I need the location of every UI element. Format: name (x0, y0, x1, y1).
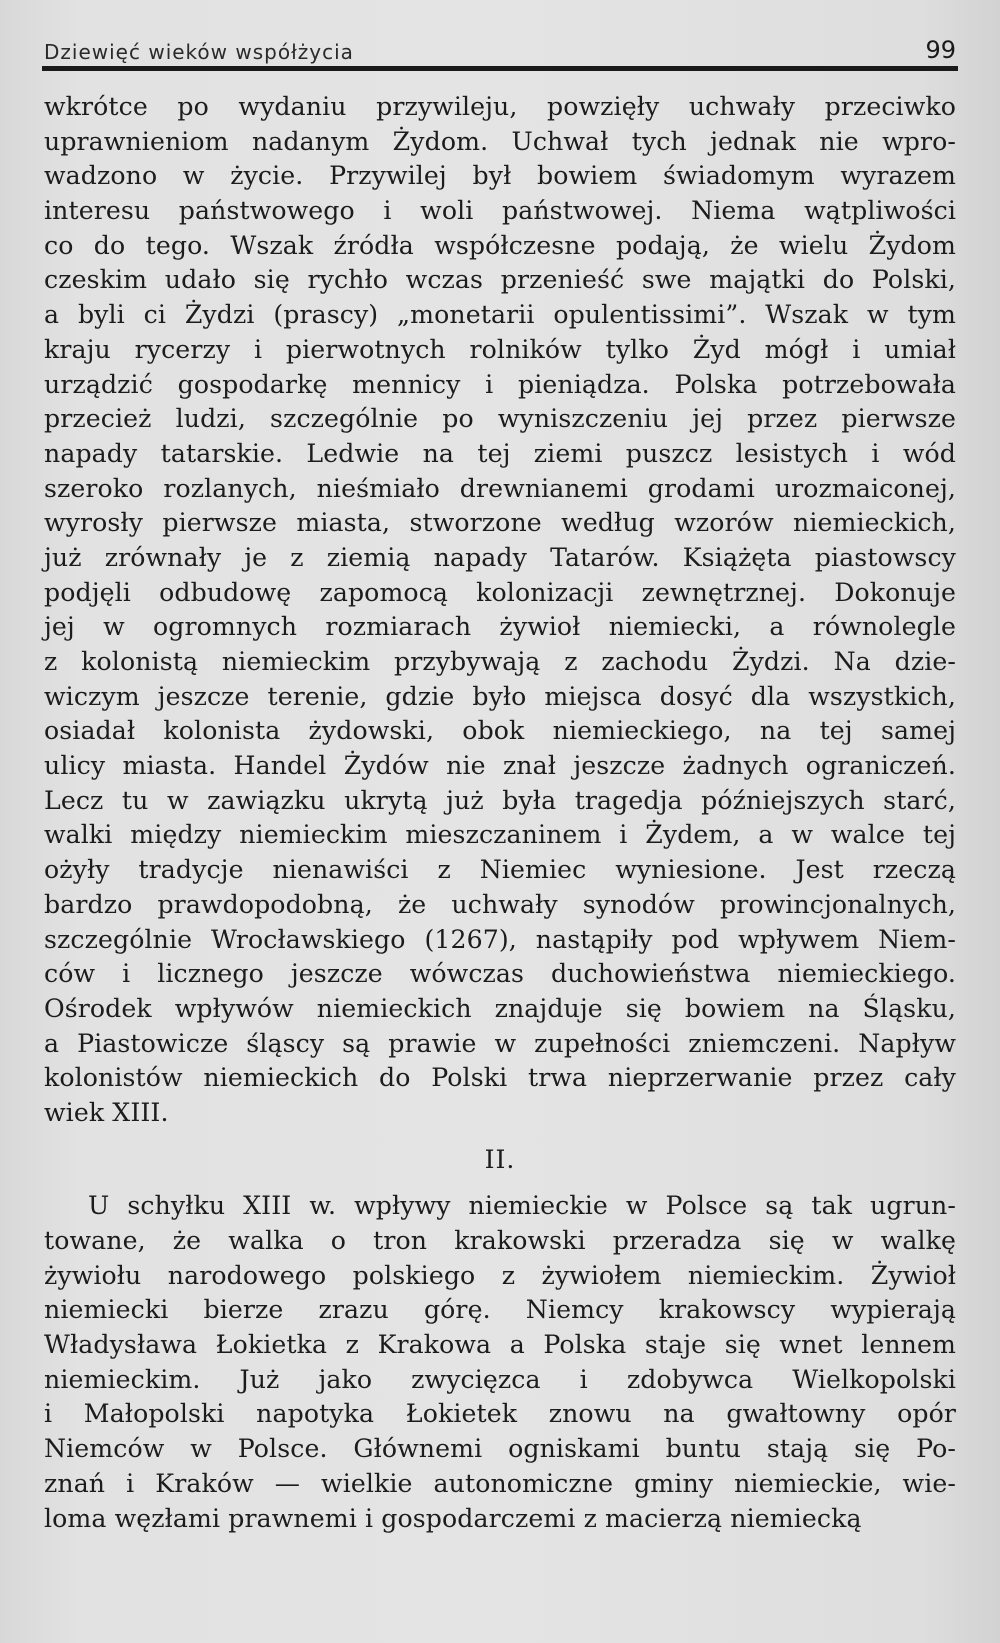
text-line: żywiołu narodowego polskiego z żywiołem niemieckim. Żywioł (44, 1260, 956, 1290)
text-line: a byli ci Żydzi (prascy) „monetarii opulentissimi”. Wszak w tym (44, 300, 956, 330)
text-line: Niemców w Polsce. Głównemi ogniskami buntu stają się Po- (44, 1434, 956, 1464)
text-line: towane, że walka o tron krakowski przeradza się w walkę (44, 1226, 956, 1255)
text-line: uprawnieniom nadanym Żydom. Uchwał tych jednak nie wpro- (44, 126, 956, 156)
header-rule (42, 66, 958, 71)
text-line: i Małopolski napotyka Łokietek znowu na gwałtowny opór (44, 1399, 956, 1429)
text-line: już zrównały je z ziemią napady Tatarów. Książęta piastowscy (44, 542, 956, 572)
text-line: szeroko rozlanych, nieśmiało drewnianemi grodami urozmaiconej, (44, 473, 956, 503)
text-line: ców i licznego jeszcze wówczas duchowieństwa niemieckiego. (44, 959, 956, 989)
page-number: 99 (925, 36, 956, 64)
text-line: z kolonistą niemieckim przybywają z zachodu Żydzi. Na dzie- (44, 647, 956, 676)
text-line: co do tego. Wszak źródła współczesne podają, że wielu Żydom (44, 230, 956, 260)
paragraph-1 (44, 90, 956, 1131)
text-line: niemieckim. Już jako zwycięzca i zdobywca Wielkopolski (44, 1364, 956, 1394)
text-line: Lecz tu w zawiązku ukrytą już była tragedja późniejszych starć, (44, 785, 956, 815)
paragraph-2 (44, 1189, 956, 1536)
text-line: osiadał kolonista żydowski, obok niemieckiego, na tej samej (44, 716, 956, 746)
text-body (44, 90, 956, 1536)
text-line: ożyły tradycje nienawiści z Niemiec wyniesione. Jest rzeczą (44, 855, 956, 885)
text-line: czeskim udało się rychło wczas przenieść swe majątki do Polski, (44, 265, 956, 295)
text-line: U schyłku XIII w. wpływy niemieckie w Polsce są tak ugrun- (88, 1191, 956, 1221)
text-line: niemiecki bierze zrazu górę. Niemcy krakowscy wypierają (44, 1295, 956, 1325)
text-line: a Piastowicze śląscy są prawie w zupełności zniemczeni. Napływ (44, 1028, 956, 1058)
text-line: urządzić gospodarkę mennicy i pieniądza. Polska potrzebowała (44, 369, 956, 399)
text-line: jej w ogromnych rozmiarach żywioł niemiecki, a równolegle (44, 612, 956, 642)
page-header (44, 28, 956, 64)
text-line: wiczym jeszcze terenie, gdzie było miejsca dosyć dla wszystkich, (44, 681, 956, 711)
text-line: wadzono w życie. Przywilej był bowiem świadomym wyrazem (44, 161, 956, 191)
text-line: wiek XIII. (44, 1097, 169, 1127)
text-line: znań i Kraków — wielkie autonomiczne gminy niemieckie, wie- (44, 1468, 956, 1498)
section-heading: II. (484, 1144, 516, 1174)
text-line: interesu państwowego i woli państwowej. Niema wątpliwości (44, 196, 956, 226)
text-line: Władysława Łokietka z Krakowa a Polska staje się wnet lennem (44, 1330, 956, 1360)
text-line: kolonistów niemieckich do Polski trwa nieprzerwanie przez cały (44, 1063, 956, 1093)
text-line: ulicy miasta. Handel Żydów nie znał jeszcze żadnych ograniczeń. (44, 751, 956, 781)
text-line: podjęli odbudowę zapomocą kolonizacji zewnętrznej. Dokonuje (44, 577, 956, 607)
text-line: loma węzłami prawnemi i gospodarczemi z macierzą niemiecką (44, 1503, 862, 1533)
text-line: szczególnie Wrocławskiego (1267), nastąpiły pod wpływem Niem- (44, 924, 956, 954)
text-line: wkrótce po wydaniu przywileju, powzięły uchwały przeciwko (44, 92, 956, 121)
text-line: przecież ludzi, szczególnie po wyniszczeniu jej przez pierwsze (44, 404, 956, 434)
text-line: Ośrodek wpływów niemieckich znajduje się bowiem na Śląsku, (44, 993, 956, 1023)
text-line: wyrosły pierwsze miasta, stworzone według wzorów niemieckich, (44, 508, 956, 538)
text-line: kraju rycerzy i pierwotnych rolników tylko Żyd mógł i umiał (44, 334, 956, 364)
text-line: walki między niemieckim mieszczaninem i Żydem, a w walce tej (44, 820, 956, 850)
text-line: bardzo prawdopodobną, że uchwały synodów prowincjonalnych, (44, 889, 956, 919)
text-line: napady tatarskie. Ledwie na tej ziemi puszcz lesistych i wód (44, 438, 956, 468)
running-title: Dziewięć wieków współżycia (44, 40, 354, 64)
